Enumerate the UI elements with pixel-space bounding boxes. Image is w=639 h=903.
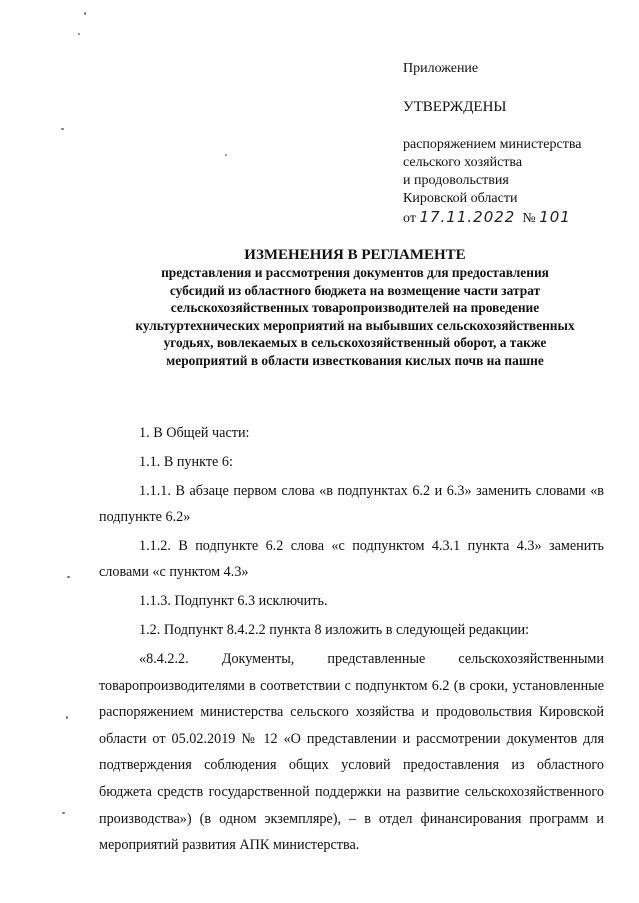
paragraph: 1.1.2. В подпункте 6.2 слова «с подпунктом 4.3.1 пункта 4.3» заменить словами «с пунктом 4.3» xyxy=(99,538,604,580)
handwritten-number: 101 xyxy=(539,208,571,226)
appendix-label: Приложение xyxy=(403,61,479,76)
scan-speck xyxy=(62,812,65,814)
subtitle-line: представления и рассмотрения документов для предоставления xyxy=(161,265,549,280)
scan-speck xyxy=(84,12,86,15)
document-title xyxy=(95,246,615,369)
approval-line: и продовольствия xyxy=(403,173,509,188)
paragraph: 1.1. В пункте 6: xyxy=(139,454,233,470)
approval-date-line xyxy=(403,208,628,228)
paragraph-quote: «8.4.2.2. Документы, представленные сельскохозяйственными товаропроизводителями в соответствии с подпунктом 6.2 (в сроки, установленные распоряжением министерства сельского хозяйства и продовольствия Кировской области от 05.02.2019 № 12 «О представлении и рассмотрении документов для подтверждения соблюдения общих условий предоставления из областного бюджета средств государственной поддержки на развитие сельскохозяйственного производства») (в одном экземпляре), – в отдел финансирования программ и мероприятий развития АПК министерства. xyxy=(99,651,604,854)
handwritten-date: 17.11.2022 xyxy=(419,208,516,226)
scan-speck xyxy=(61,128,64,130)
approval-line: Кировской области xyxy=(403,191,518,206)
quoted-amendment xyxy=(99,646,604,859)
subtitle-line: мероприятий в области известкования кислых почв на пашне xyxy=(166,352,544,368)
date-prefix: от xyxy=(403,211,416,226)
scan-speck xyxy=(225,154,227,156)
subtitle-line: субсидий из областного бюджета на возмещение части затрат xyxy=(169,282,541,298)
subtitle-line: угодьях, вовлекаемых в сельскохозяйственный оборот, а также xyxy=(163,335,547,350)
scan-speck xyxy=(66,716,68,719)
paragraph: 1.1.1. В абзаце первом слова «в подпунктах 6.2 и 6.3» заменить словами «в подпункте 6.2» xyxy=(99,483,604,525)
paragraph: 1.1.3. Подпункт 6.3 исключить. xyxy=(139,593,328,609)
approval-stamp xyxy=(403,60,628,228)
paragraph: 1. В Общей части: xyxy=(139,425,250,441)
document-body xyxy=(99,420,604,859)
subtitle-line: сельскохозяйственных товаропроизводителей на проведение xyxy=(170,300,540,315)
subtitle-line: культуртехнических мероприятий на выбывших сельскохозяйственных xyxy=(135,317,575,333)
main-title: ИЗМЕНЕНИЯ В РЕГЛАМЕНТЕ xyxy=(244,247,466,263)
approved-label: УТВЕРЖДЕНЫ xyxy=(403,99,507,115)
approval-line: сельского хозяйства xyxy=(403,155,523,170)
scan-speck xyxy=(78,33,80,35)
approval-line: распоряжением министерства xyxy=(403,137,582,152)
scan-speck xyxy=(67,576,70,578)
paragraph: 1.2. Подпункт 8.4.2.2 пункта 8 изложить в следующей редакции: xyxy=(139,622,530,638)
number-sign: № xyxy=(522,211,536,226)
